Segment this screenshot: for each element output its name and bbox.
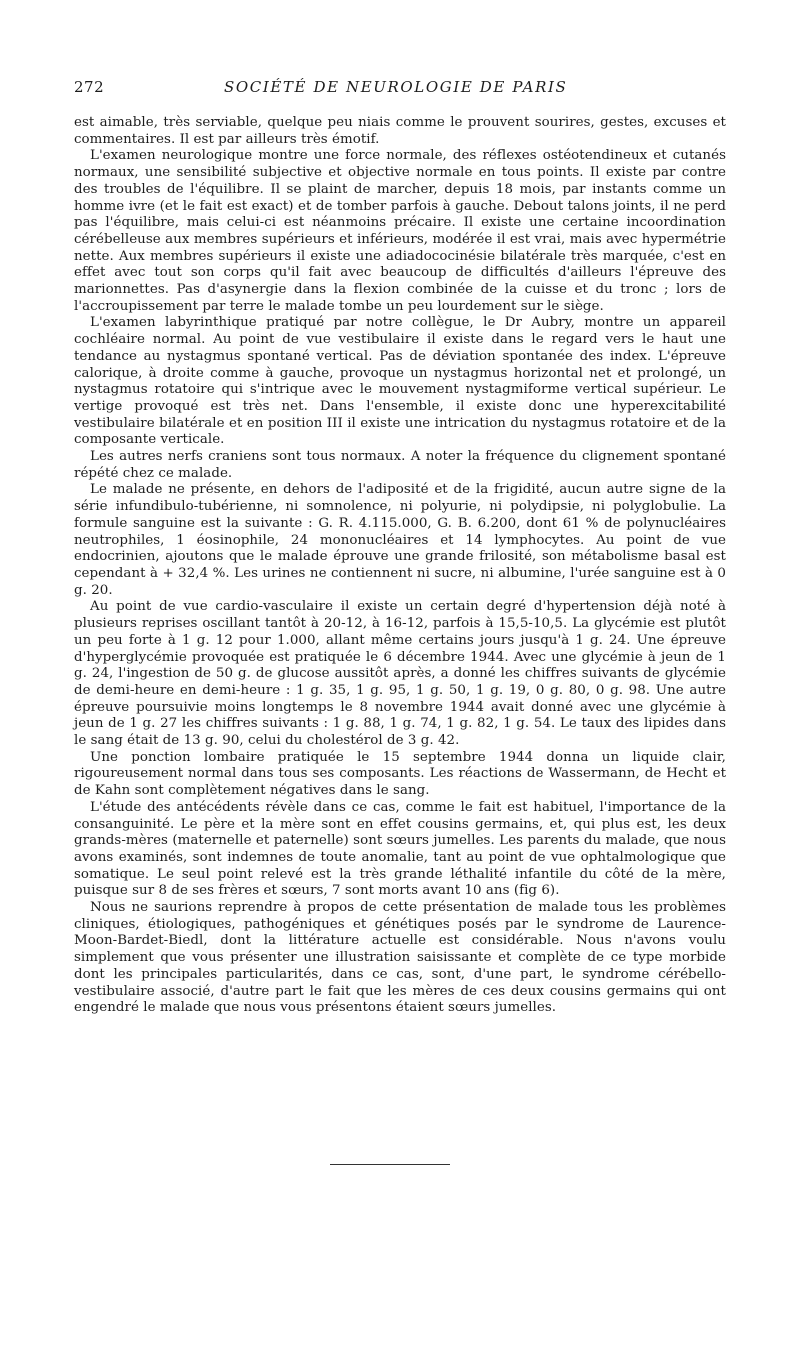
paragraph-5: Le malade ne présente, en dehors de l'adiposité et de la frigidité, aucun autre signe de la série infundibulo-tubérienne, ni somnolence, ni polyurie, ni polydipsie, ni polyglobulie. La formule sanguine est la suivante : G. R. 4.115.000, G. B. 6.200, dont 61 % de polynucléaires neutrophiles, 1 éosinophile, 24 mononucléaires et 14 lymphocytes. Au point de vue endocrinien, ajoutons que le malade éprouve une grande frilosité, son métabolisme basal est cependant à + 32,4 %. Les urines ne contiennent ni sucre, ni albumine, l'urée sanguine est à 0 g. 20.	[74, 482, 726, 598]
paragraph-3: L'examen labyrinthique pratiqué par notre collègue, le Dr Aubry, montre un appareil cochléaire normal. Au point de vue vestibulaire il existe dans le regard vers le haut une tendance au nystagmus spontané vertical. Pas de déviation spontanée des index. L'épreuve calorique, à droite comme à gauche, provoque un nystagmus horizontal net et prolongé, un nystagmus rotatoire qui s'intrique avec le mouvement nystagmiforme vertical supérieur. Le vertige provoqué est très net. Dans l'ensemble, il existe donc une hyperexcitabilité vestibulaire bilatérale et en position III il existe une intrication du nystagmus rotatoire et de la composante verticale.	[74, 315, 726, 448]
paragraph-2: L'examen neurologique montre une force normale, des réflexes ostéotendineux et cutanés normaux, une sensibilité subjective et objective normale en tous points. Il existe par contre des troubles de l'équilibre. Il se plaint de marcher, depuis 18 mois, par instants comme un homme ivre (et le fait est exact) et de tomber parfois à gauche. Debout talons joints, il ne perd pas l'équilibre, mais celui-ci est néanmoins précaire. Il existe une certaine incoordination cérébelleuse aux membres supérieurs et inférieurs, modérée il est vrai, mais avec hypermétrie nette. Aux membres supérieurs il existe une adiadococinésie bilatérale très marquée, c'est en effet avec tout son corps qu'il fait avec beaucoup de difficultés d'ailleurs l'épreuve des marionnettes. Pas d'asynergie dans la flexion combinée de la cuisse et du tronc ; lors de l'accroupissement par terre le malade tombe un peu lourdement sur le siège.	[74, 148, 726, 314]
running-title: SOCIÉTÉ DE NEUROLOGIE DE PARIS	[224, 78, 568, 96]
article-body	[74, 115, 726, 1017]
paragraph-6: Au point de vue cardio-vasculaire il existe un certain degré d'hypertension déjà noté à plusieurs reprises oscillant tantôt à 20-12, à 16-12, parfois à 15,5-10,5. La glycémie est plutôt un peu forte à 1 g. 12 pour 1.000, allant même certains jours jusqu'à 1 g. 24. Une épreuve d'hyperglycémie provoquée est pratiquée le 6 décembre 1944. Avec une glycémie à jeun de 1 g. 24, l'ingestion de 50 g. de glucose aussitôt après, a donné les chiffres suivants de glycémie de demi-heure en demi-heure : 1 g. 35, 1 g. 95, 1 g. 50, 1 g. 19, 0 g. 80, 0 g. 98. Une autre épreuve poursuivie moins longtemps le 8 novembre 1944 avait donné avec une glycémie à jeun de 1 g. 27 les chiffres suivants : 1 g. 88, 1 g. 74, 1 g. 82, 1 g. 54. Le taux des lipides dans le sang était de 13 g. 90, celui du cholestérol de 3 g. 42.	[74, 599, 726, 749]
page-number: 272	[74, 78, 105, 96]
paragraph-9: Nous ne saurions reprendre à propos de cette présentation de malade tous les problèmes cliniques, étiologiques, pathogéniques et génétiques posés par le syndrome de Laurence-Moon-Bardet-Biedl, dont la littérature actuelle est considérable. Nous n'avons voulu simplement que vous présenter une illustration saisissante et complète de ce type morbide dont les principales particularités, dans ce cas, sont, d'une part, le syndrome cérébello-vestibulaire associé, d'autre part le fait que les mères de ces deux cousins germains qui ont engendré le malade que nous vous présentons étaient sœurs jumelles.	[74, 900, 726, 1016]
paragraph-7: Une ponction lombaire pratiquée le 15 septembre 1944 donna un liquide clair, rigoureusement normal dans tous ses composants. Les réactions de Wassermann, de Hecht et de Kahn sont complètement négatives dans le sang.	[74, 749, 726, 799]
page-header	[74, 78, 726, 98]
paragraph-4: Les autres nerfs craniens sont tous normaux. A noter la fréquence du clignement spontané répété chez ce malade.	[74, 449, 726, 481]
paragraph-8: L'étude des antécédents révèle dans ce cas, comme le fait est habituel, l'importance de la consanguinité. Le père et la mère sont en effet cousins germains, et, qui plus est, les deux grands-mères (maternelle et paternelle) sont sœurs jumelles. Les parents du malade, que nous avons examinés, sont indemnes de toute anomalie, tant au point de vue ophtalmologique que somatique. Le seul point relevé est la très grande léthalité infantile du côté de la mère, puisque sur 8 de ses frères et sœurs, 7 sont morts avant 10 ans (fig 6).	[74, 799, 726, 899]
end-separator	[330, 1164, 450, 1165]
paragraph-1: est aimable, très serviable, quelque peu niais comme le prouvent sourires, gestes, excuses et commentaires. Il est par ailleurs très émotif.	[74, 115, 726, 147]
